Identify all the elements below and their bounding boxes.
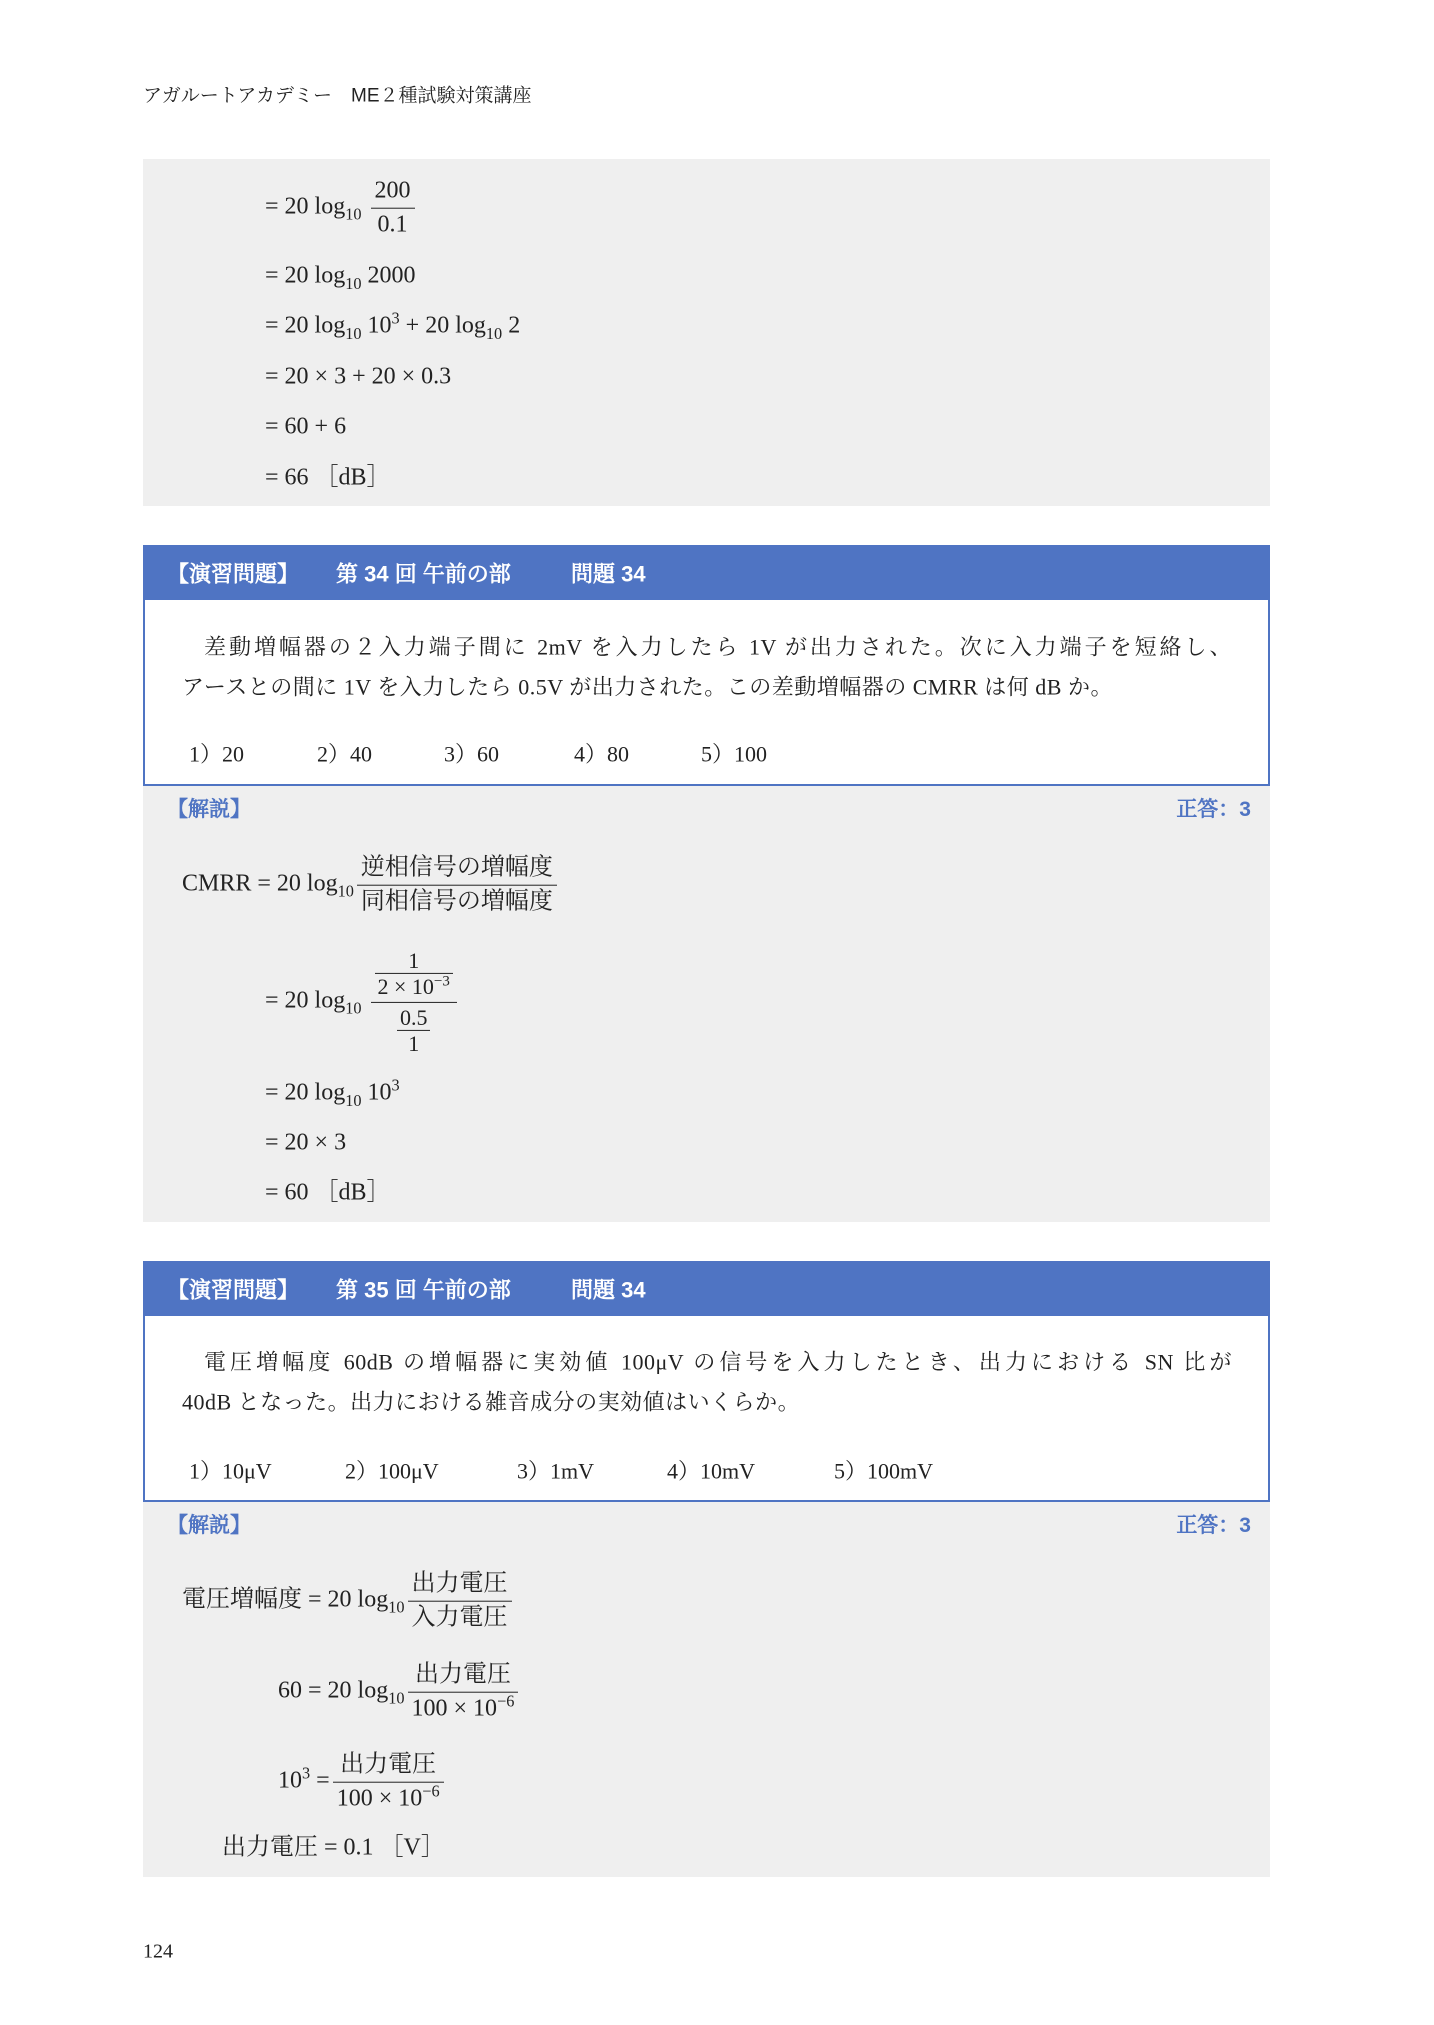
numerator: 逆相信号の増幅度 — [357, 854, 557, 886]
explanation-box — [143, 1502, 1270, 1877]
equation-line: = 60 ［dB］ — [265, 1179, 391, 1206]
log-base: 10 — [345, 998, 362, 1018]
equation-lead: = 20 log — [265, 1079, 346, 1106]
equation-line: = 60 + 6 — [265, 413, 347, 440]
denominator — [333, 1783, 444, 1814]
equation-lead: = 20 log — [265, 312, 346, 339]
power-exponent: −6 — [422, 1781, 440, 1801]
log-base: 10 — [345, 204, 362, 224]
equation-line — [278, 1661, 521, 1724]
exercise-header — [143, 545, 1270, 600]
exercise-number: 問題 34 — [571, 1277, 646, 1302]
equation-line — [265, 1075, 400, 1110]
power-base: 100 × 10 — [411, 1695, 498, 1722]
exercise-session: 第 35 回 午前の部 — [336, 1277, 511, 1302]
equation-line: 出力電圧 = 0.1 ［V］ — [222, 1834, 445, 1861]
denominator: 1 — [408, 1030, 420, 1056]
question-box — [143, 600, 1270, 786]
log-base: 10 — [337, 881, 354, 901]
numerator: 1 — [375, 948, 453, 974]
power-exponent: −6 — [497, 1691, 515, 1711]
equation-lhs: CMRR = 20 log — [182, 870, 338, 897]
question-text-line: 差動増幅器の２入力端子間に 2mV を入力したら 1V が出力された。次に入力端子を短絡し、 — [204, 634, 1232, 660]
equation-middle: + 20 log — [405, 312, 486, 339]
equation-lead: = 20 log — [265, 262, 346, 289]
fraction — [357, 854, 557, 917]
equals-sign: = — [316, 1767, 330, 1794]
explanation-label: 【解説】 — [167, 798, 251, 821]
denominator — [408, 1693, 519, 1724]
equation-lhs: 電圧増幅度 = 20 log — [182, 1586, 389, 1613]
equation-line: = 20 × 3 — [265, 1129, 347, 1156]
explanation-box — [143, 786, 1270, 1222]
numerator: 出力電圧 — [408, 1570, 512, 1602]
compound-fraction — [371, 948, 457, 1056]
answer-option: 3）1mV — [517, 1458, 595, 1484]
question-box — [143, 1316, 1270, 1502]
denominator: 同相信号の増幅度 — [360, 888, 553, 915]
log-base: 10 — [345, 323, 362, 343]
log-argument: 2 — [508, 312, 521, 339]
log-base: 10 — [485, 323, 503, 343]
answer-option: 2）40 — [317, 741, 373, 767]
denominator: 0.1 — [377, 211, 408, 238]
equation-line — [278, 1751, 447, 1814]
exercise-header — [143, 1261, 1270, 1316]
equation-line — [265, 308, 521, 343]
power-exponent: 3 — [391, 308, 400, 328]
compound-numerator — [371, 948, 457, 1003]
numerator: 200 — [371, 177, 415, 209]
denominator — [375, 974, 453, 999]
exercise-tag: 【演習問題】 — [167, 561, 300, 586]
explanation-label: 【解説】 — [167, 1514, 251, 1537]
denominator: 入力電圧 — [411, 1604, 508, 1631]
equation-line — [182, 854, 560, 917]
power-base: 10 — [367, 312, 392, 339]
numerator: 0.5 — [397, 1005, 431, 1031]
answer-option: 1）20 — [189, 741, 245, 767]
power-exponent: −3 — [433, 973, 450, 990]
equation-line — [182, 1570, 515, 1633]
answer-option: 2）100μV — [345, 1458, 439, 1484]
answer-option: 5）100 — [701, 741, 768, 767]
answer-option: 3）60 — [444, 741, 500, 767]
numerator: 出力電圧 — [408, 1661, 519, 1693]
compound-denominator — [371, 1003, 457, 1057]
equation-lhs: 60 = 20 log — [278, 1677, 389, 1704]
exercise-session: 第 34 回 午前の部 — [336, 561, 511, 586]
power-exponent: 3 — [391, 1075, 400, 1095]
log-argument: 2000 — [367, 262, 416, 289]
running-header: アガルートアカデミー ME２種試験対策講座 — [143, 85, 532, 107]
log-base: 10 — [388, 1597, 405, 1617]
inner-fraction — [397, 1005, 431, 1057]
log-base: 10 — [345, 1090, 362, 1110]
correct-answer-label: 正答：3 — [1176, 1514, 1251, 1537]
power-base: 100 × 10 — [336, 1785, 423, 1812]
fraction — [408, 1570, 512, 1633]
equation-line — [265, 262, 416, 291]
question-text-line: 電圧増幅度 60dB の増幅器に実効値 100μV の信号を入力したとき、出力における SN 比が — [204, 1349, 1232, 1375]
fraction — [333, 1751, 444, 1814]
log-base: 10 — [388, 1688, 405, 1708]
fraction — [408, 1661, 519, 1724]
answer-option: 1）10μV — [189, 1458, 272, 1484]
answer-option: 5）100mV — [834, 1458, 934, 1484]
exercise-tag: 【演習問題】 — [167, 1277, 300, 1302]
equation-lead: = 20 log — [265, 193, 346, 220]
numerator: 出力電圧 — [333, 1751, 444, 1783]
fraction — [371, 177, 415, 240]
question-text-line: 40dB となった。出力における雑音成分の実効値はいくらか。 — [182, 1389, 801, 1415]
power-base: 10 — [278, 1767, 302, 1794]
power-base: 10 — [367, 1079, 392, 1106]
correct-answer-label: 正答：3 — [1176, 798, 1251, 821]
power-exponent: 3 — [302, 1763, 311, 1783]
equation-lead: = 20 log — [265, 987, 346, 1014]
question-text-line: アースとの間に 1V を入力したら 0.5V が出力された。この差動増幅器の CMRR は何 dB か。 — [182, 674, 1113, 700]
power-base: 2 × 10 — [377, 974, 434, 1000]
equation-line: = 20 × 3 + 20 × 0.3 — [265, 363, 452, 390]
equation-line — [265, 948, 460, 1056]
equation-line — [265, 177, 418, 240]
answer-option: 4）80 — [574, 741, 630, 767]
page-number: 124 — [143, 1940, 173, 1963]
log-base: 10 — [345, 273, 362, 293]
inner-fraction — [375, 948, 453, 1000]
exercise-number: 問題 34 — [571, 561, 646, 586]
equation-line: = 66 ［dB］ — [265, 464, 391, 491]
answer-option: 4）10mV — [667, 1458, 756, 1484]
previous-solution-box — [143, 159, 1270, 506]
